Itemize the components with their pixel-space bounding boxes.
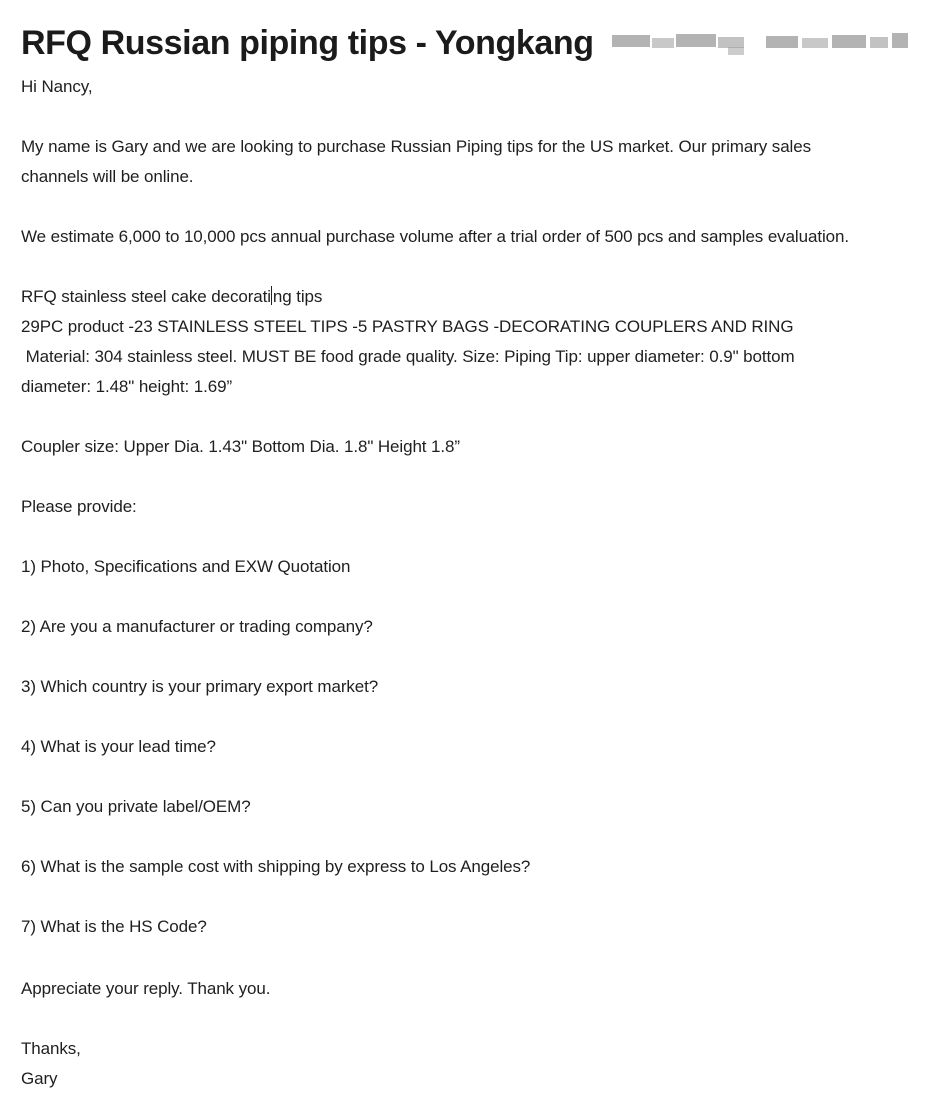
please-provide-line: Please provide: — [21, 497, 137, 516]
question-item: 3) Which country is your primary export market? — [21, 677, 379, 696]
material-line-1: Material: 304 stainless steel. MUST BE food grade quality. Size: Piping Tip: upper diameter: 0.9" bottom — [21, 347, 795, 366]
intro-line-1: My name is Gary and we are looking to purchase Russian Piping tips for the US market. Our primary sales — [21, 137, 811, 156]
email-subject — [21, 18, 912, 68]
rfq-title-part-1: RFQ stainless steel cake decorati — [21, 287, 271, 306]
question-item: 1) Photo, Specifications and EXW Quotation — [21, 557, 351, 576]
rfq-title-part-2: ng tips — [272, 287, 323, 306]
redacted-company-name — [606, 31, 912, 57]
greeting-line: Hi Nancy, — [21, 77, 93, 96]
appreciation-line: Appreciate your reply. Thank you. — [21, 979, 271, 998]
coupler-size-line: Coupler size: Upper Dia. 1.43" Bottom Dia. 1.8" Height 1.8” — [21, 437, 460, 456]
intro-line-2: channels will be online. — [21, 167, 194, 186]
estimate-line: We estimate 6,000 to 10,000 pcs annual purchase volume after a trial order of 500 pcs and samples evaluation. — [21, 227, 849, 246]
question-item: 7) What is the HS Code? — [21, 917, 207, 936]
product-line: 29PC product -23 STAINLESS STEEL TIPS -5 PASTRY BAGS -DECORATING COUPLERS AND RING — [21, 317, 794, 336]
question-item: 6) What is the sample cost with shipping by express to Los Angeles? — [21, 857, 531, 876]
question-item: 5) Can you private label/OEM? — [21, 797, 251, 816]
subject-text: RFQ Russian piping tips - Yongkang — [21, 23, 594, 62]
material-line-2: diameter: 1.48" height: 1.69” — [21, 377, 233, 396]
signature-line: Gary — [21, 1069, 58, 1088]
question-item: 4) What is your lead time? — [21, 737, 216, 756]
question-item: 2) Are you a manufacturer or trading company? — [21, 617, 373, 636]
closing-line: Thanks, — [21, 1039, 81, 1058]
rfq-title-line[interactable] — [21, 282, 322, 312]
